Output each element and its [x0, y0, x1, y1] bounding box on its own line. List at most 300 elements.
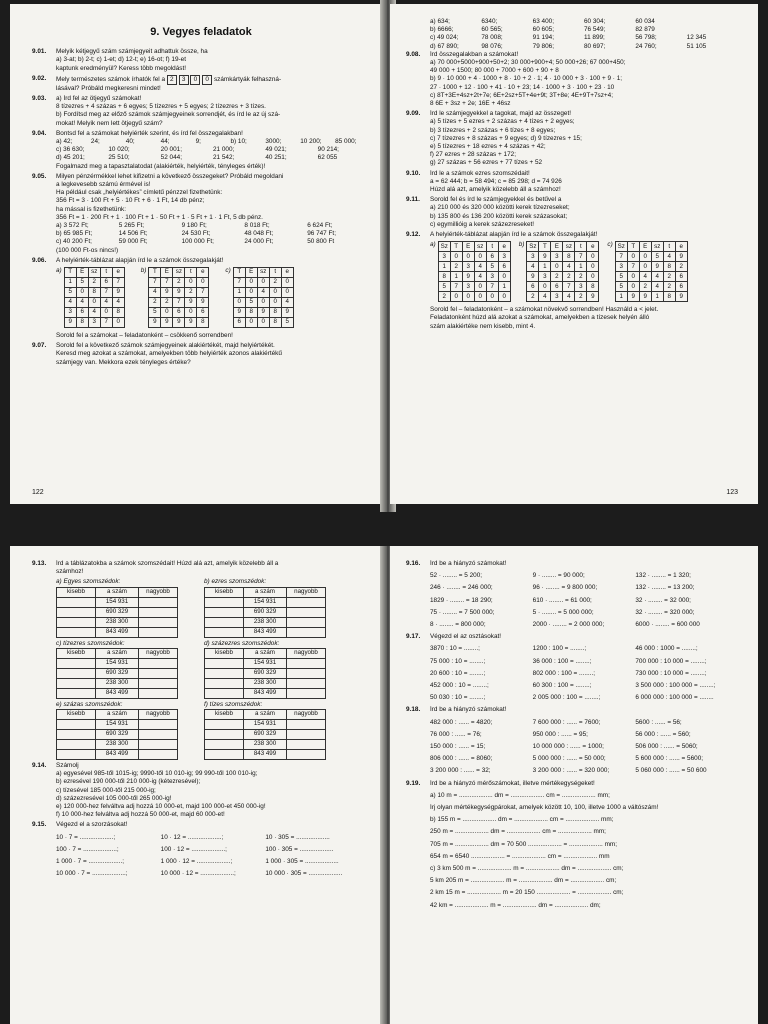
fill-row — [430, 670, 738, 678]
grid-row — [149, 318, 209, 328]
number-row — [56, 146, 370, 154]
fill-row — [430, 584, 738, 592]
cell-smaller — [57, 688, 96, 698]
exercise-text: 8 tízezres + 4 százas + 6 egyes; 5 tízezres + 5 egyes; 2 tízezres + 3 tízes. — [56, 103, 266, 111]
value: 90 214; — [317, 146, 339, 154]
grid-cell: 7 — [173, 298, 185, 308]
exercise-text: A helyiérték-táblázat alapján írd le a számok összegalakját! — [430, 231, 598, 239]
value: 62 055 — [317, 154, 338, 162]
fill-item: 7 600 000 : ...... = 7600; — [532, 718, 601, 726]
neighbour-table — [56, 648, 178, 699]
grid-row — [64, 288, 124, 298]
grid-row — [615, 282, 687, 292]
fill-item: 950 000 : ...... = 95; — [532, 730, 588, 738]
value: 24 000 Ft; — [244, 238, 274, 246]
grid-table — [64, 267, 125, 328]
fill-item: 5 000 000 : ...... = 50 000; — [532, 755, 606, 763]
table-header: kisebb — [205, 710, 244, 720]
grid-row — [233, 308, 293, 318]
grid-cell: 0 — [627, 252, 639, 262]
number-row — [406, 26, 738, 34]
grid-header: sz — [651, 242, 663, 252]
exercise-9-19 — [406, 780, 738, 910]
grid-cell: 1 — [233, 288, 245, 298]
exercise-text: c) tízesével 185 000-től 215 000-ig; — [56, 786, 156, 794]
exercise-text: e) 120 000-hez felváltva adj hozzá 10 000-et, majd 100 000-et 450 000-ig! — [56, 803, 266, 811]
grid-label: c) — [225, 267, 231, 275]
grid-table — [148, 267, 209, 328]
number-row — [406, 34, 738, 42]
grid-header: sz — [88, 268, 100, 278]
cell-larger — [287, 617, 326, 627]
value: 100 000 Ft; — [181, 238, 214, 246]
value: 6340; — [481, 18, 498, 25]
value: b) 65 985 Ft; — [56, 230, 93, 238]
value: 96 747 Ft; — [307, 230, 336, 238]
number-card: 0 — [190, 75, 200, 85]
fill-row: a) 10 m = ................... dm = ................... cm = ................... mm; — [430, 791, 610, 799]
grid-cell: 9 — [627, 292, 639, 302]
value: 14 506 Ft; — [118, 230, 148, 238]
fill-item: 20 600 : 10 = ........; — [430, 669, 486, 677]
grid-row — [527, 292, 599, 302]
fill-item: 76 000 : ...... = 76; — [430, 730, 482, 738]
value: 9 180 Ft; — [181, 222, 207, 230]
grid-cell: 6 — [486, 252, 498, 262]
grid-cell: 4 — [663, 252, 675, 262]
table-header: nagyobb — [139, 648, 178, 658]
fill-item: 10 000 · 7 = ...................; — [56, 870, 128, 878]
cell-smaller — [205, 720, 244, 730]
grid-cell: 0 — [76, 288, 88, 298]
value: 10 200; — [300, 138, 322, 146]
grid-cell: 0 — [257, 298, 269, 308]
grid-cell: 0 — [587, 272, 599, 282]
grid-row — [233, 318, 293, 328]
value: 9; — [195, 138, 201, 146]
grid-row — [438, 292, 510, 302]
exercise-text: a = 62 444; b = 58 494; c = 85 298; d = 74 926 — [430, 177, 562, 185]
number-row — [56, 222, 370, 230]
grid-cell: 8 — [587, 282, 599, 292]
grid-header: E — [76, 268, 88, 278]
grid-cell: 4 — [651, 282, 663, 292]
grid-label: b) — [140, 267, 147, 275]
exercise-text: a) 70 000+5000+900+50+2; 30 000+900+4; 50 000+26; 67 000+450; — [430, 59, 626, 67]
page-124 — [10, 546, 386, 1024]
cell-number: 154 931 — [244, 720, 287, 730]
grid-cell: 4 — [563, 292, 575, 302]
value — [687, 26, 738, 34]
cell-smaller — [205, 658, 244, 668]
grid-row — [64, 318, 124, 328]
grid-header: sz — [474, 242, 486, 252]
exercise-text: Írd összegalakban a számokat! — [430, 50, 519, 58]
exercise-text: Sorold fel – feladatonként – a számokat növekvő sorrendben! Használd a < jelet. — [430, 306, 659, 314]
grid-row — [438, 272, 510, 282]
page-123 — [390, 4, 758, 504]
grid-table — [438, 241, 511, 302]
grid-cell: 7 — [233, 278, 245, 288]
table-caption: b) ezres szomszédok: — [204, 578, 267, 586]
grid-cell: 0 — [185, 278, 197, 288]
value: c) 49 024; — [430, 34, 459, 42]
exercise-text: Végezd el az osztásokat! — [430, 633, 502, 641]
grid-cell: 2 — [563, 272, 575, 282]
grid-header: T — [64, 268, 76, 278]
place-value-grid — [56, 267, 125, 328]
table-header: a szám — [244, 710, 287, 720]
exercise-text: Írd be a hiányzó számokat! — [430, 706, 507, 714]
grid-header: e — [587, 242, 599, 252]
grid-cell: 5 — [615, 282, 627, 292]
grid-cell: 7 — [197, 288, 209, 298]
exercise-9-17 — [406, 633, 738, 702]
fill-item: 132 · ........ = 1 320; — [635, 572, 691, 580]
grid-cell: 2 — [173, 278, 185, 288]
fill-item: 100 · 12 = ...................; — [160, 845, 227, 853]
fill-row: 5 km 205 m = ................... m = ................... dm = ................... cm; — [430, 877, 617, 885]
table-header: a szám — [96, 648, 139, 658]
exercise-9-08 — [406, 51, 738, 108]
cell-smaller — [57, 617, 96, 627]
exercise-9-13 — [32, 560, 370, 760]
grid-cell: 4 — [100, 298, 112, 308]
grid-header: T — [627, 242, 639, 252]
fill-item: 100 · 7 = ...................; — [56, 845, 119, 853]
cell-smaller — [205, 597, 244, 607]
fill-item: 60 300 : 100 = ........; — [532, 682, 592, 690]
grid-row — [438, 282, 510, 292]
cell-smaller — [205, 740, 244, 750]
grid-cell: 0 — [462, 292, 474, 302]
grid-cell: 9 — [233, 308, 245, 318]
fill-item: 10 000 · 305 = ................... — [265, 870, 343, 878]
grid-cell: 6 — [551, 282, 563, 292]
table-row — [57, 720, 178, 730]
grid-cell: 0 — [245, 278, 257, 288]
grid-row — [64, 308, 124, 318]
table-row — [57, 678, 178, 688]
grid-row — [64, 278, 124, 288]
multiplication-rows — [56, 834, 370, 879]
grid-cell: 0 — [587, 252, 599, 262]
cell-number: 154 931 — [96, 720, 139, 730]
cell-number: 843 499 — [244, 750, 287, 760]
cell-number: 843 499 — [244, 688, 287, 698]
value: b) 10; — [230, 138, 247, 146]
fill-row: b) 155 m = ................... dm = ................... cm = ................... mm; — [430, 816, 614, 824]
fill-row — [56, 846, 370, 854]
exercise-text: c) 8T+3E+4sz+2t+7e; 6E+2sz+5T+4e+9t; 3T+8e; 4E+9T+7sz+4; — [430, 91, 613, 99]
grid-row — [438, 262, 510, 272]
grid-cell: 0 — [112, 318, 124, 328]
grid-cell: 3 — [615, 262, 627, 272]
grid-cell: 7 — [100, 288, 112, 298]
grid-cell: 2 — [438, 292, 450, 302]
grid-cell: 2 — [450, 262, 462, 272]
grid-cell: 4 — [474, 262, 486, 272]
fill-item: 700 000 : 10 000 = ........; — [635, 657, 707, 665]
grid-cell: 7 — [615, 252, 627, 262]
value: 11 899; — [583, 34, 605, 42]
grid-cell: 7 — [486, 282, 498, 292]
value: 3000; — [265, 138, 282, 146]
fill-item: 46 000 : 1000 = ........; — [635, 645, 698, 653]
exercise-9-02 — [32, 75, 370, 93]
exercise-number: 9.13. — [32, 560, 47, 567]
table-row — [205, 688, 326, 698]
number-row — [406, 18, 738, 26]
grid-header: e — [112, 268, 124, 278]
exercise-text: f) 27 ezres + 28 százas + 172; — [430, 151, 516, 159]
grid-cell: 9 — [587, 292, 599, 302]
exercise-9-03 — [32, 95, 370, 128]
grid-cell: 7 — [100, 318, 112, 328]
value: 85 000; — [335, 138, 357, 146]
value: 82 879 — [635, 26, 655, 34]
grid-cell: 0 — [257, 318, 269, 328]
value: 24 530 Ft; — [181, 230, 211, 238]
grid-cell: 4 — [88, 308, 100, 318]
exercise-number: 9.04. — [32, 129, 47, 137]
grid-cell: 3 — [462, 282, 474, 292]
grid-cell: 2 — [269, 278, 281, 288]
exercise-9-14 — [32, 762, 370, 819]
grid-header: Sz — [527, 242, 539, 252]
grid-cell: 3 — [64, 308, 76, 318]
grid-cell: 0 — [474, 252, 486, 262]
grid-cell: 4 — [149, 288, 161, 298]
grid-header: T — [149, 268, 161, 278]
fill-in-rows — [430, 572, 738, 629]
exercise-text: kaptunk eredményül? Keress több megoldást! — [56, 64, 187, 72]
value: 21 542; — [212, 154, 235, 162]
fill-item: 1 000 · 7 = ...................; — [56, 858, 125, 866]
exercise-text: számhoz! — [56, 568, 84, 576]
exercise-text: 356 Ft = 3 · 100 Ft + 5 · 10 Ft + 6 · 1 Ft, 14 db pénz; — [56, 197, 205, 205]
grid-cell: 3 — [527, 252, 539, 262]
grid-table — [526, 241, 599, 302]
fill-item: 32 · ........ = 320 000; — [635, 608, 695, 616]
exercise-9-11 — [406, 196, 738, 229]
cell-number: 843 499 — [96, 627, 139, 637]
cell-number: 154 931 — [244, 597, 287, 607]
exercise-text: b) ezresével 190 000-től 210 000-ig (kétezresével); — [56, 778, 201, 786]
value: 60 304; — [583, 18, 606, 25]
grid-cell: 3 — [551, 252, 563, 262]
grid-cell: 3 — [551, 292, 563, 302]
grid-header: E — [551, 242, 563, 252]
cell-smaller — [57, 658, 96, 668]
fill-item: 1200 : 100 = ........; — [532, 645, 587, 653]
grid-cell: 1 — [450, 272, 462, 282]
grid-cell: 0 — [498, 292, 510, 302]
exercise-text: 356 Ft = 1 · 200 Ft + 1 · 100 Ft + 1 · 50 Ft + 1 · 5 Ft + 1 · 1 Ft, 5 db pénz. — [56, 213, 263, 221]
exercise-text: Ha például csak „helyiértékes” címletű pénzzel fizethetünk: — [56, 189, 223, 197]
fill-row — [430, 621, 738, 629]
cell-smaller — [57, 720, 96, 730]
grid-header: t — [100, 268, 112, 278]
table-caption: f) tízes szomszédok: — [204, 700, 263, 708]
grid-header: E — [245, 268, 257, 278]
grid-cell: 0 — [88, 298, 100, 308]
chapter-title: 9. Vegyes feladatok — [150, 26, 252, 38]
number-card: 3 — [179, 75, 189, 85]
cell-number: 690 329 — [244, 607, 287, 617]
table-row — [205, 668, 326, 678]
grid-cell: 1 — [651, 292, 663, 302]
grid-table — [233, 267, 294, 328]
fill-item: 482 000 : ...... = 4820; — [430, 718, 493, 726]
grid-row — [149, 288, 209, 298]
cell-number: 690 329 — [96, 607, 139, 617]
value: a) 3 572 Ft; — [56, 222, 89, 230]
table-row — [57, 750, 178, 760]
cell-larger — [139, 730, 178, 740]
grid-cell: 5 — [281, 318, 293, 328]
table-row — [57, 617, 178, 627]
grid-row — [615, 262, 687, 272]
value: 59 000 Ft; — [118, 238, 148, 246]
cell-smaller — [57, 740, 96, 750]
value: 12 345 — [686, 34, 707, 42]
grid-cell: 0 — [281, 288, 293, 298]
grid-cell: 0 — [245, 318, 257, 328]
fill-item: 56 000 : ...... = 560; — [635, 730, 691, 738]
value: 56 798; — [635, 34, 657, 42]
fill-item: 246 · ........ = 246 000; — [430, 584, 493, 592]
fill-row — [430, 755, 738, 763]
value: c) 36 630; — [56, 146, 85, 154]
fill-item: 75 000 : 10 = ........; — [430, 657, 486, 665]
grid-cell: 0 — [245, 288, 257, 298]
fill-item: 452 000 : 10 = ........; — [430, 682, 489, 690]
grid-cell: 8 — [438, 272, 450, 282]
fill-item: 10 · 12 = ...................; — [160, 833, 224, 841]
grid-row — [149, 298, 209, 308]
place-value-grid — [607, 241, 687, 302]
grid-header: e — [197, 268, 209, 278]
fill-item: 1 000 · 12 = ...................; — [160, 858, 233, 866]
grid-cell: 0 — [197, 278, 209, 288]
table-header: kisebb — [57, 710, 96, 720]
cell-larger — [139, 750, 178, 760]
fill-row — [56, 858, 370, 866]
exercise-text: lásával? Próbáld megkeresni mindet! — [56, 84, 161, 92]
table-row — [205, 597, 326, 607]
neighbour-block — [56, 701, 178, 760]
grid-cell: 9 — [185, 318, 197, 328]
grid-cell: 6 — [527, 282, 539, 292]
grid-cell: 0 — [474, 292, 486, 302]
fill-item: 96 · ........ = 9 800 000; — [532, 584, 598, 592]
value: 21 000; — [212, 146, 235, 154]
fill-item: 32 · ........ = 32 000; — [635, 596, 691, 604]
exercise-text: Bontsd fel a számokat helyiérték szerint, és írd fel összegalakban! — [56, 129, 243, 137]
value: 63 400; — [532, 18, 554, 25]
grid-cell: 2 — [527, 292, 539, 302]
grid-cell: 7 — [149, 278, 161, 288]
grid-cell: 2 — [149, 298, 161, 308]
exercise-number: 9.16. — [406, 560, 421, 567]
grid-row — [149, 278, 209, 288]
exercise-text: a) Írd fel az ötjegyű számokat! — [56, 95, 142, 103]
page-number: 122 — [32, 489, 44, 496]
exercise-9-10 — [406, 170, 738, 195]
exercise-number: 9.01. — [32, 48, 47, 56]
fill-item: 506 000 : ...... = 5060; — [635, 743, 698, 751]
fill-row: 2 km 15 m = ................... m = 20 150 ................... = ................... cm; — [430, 889, 624, 897]
table-row — [57, 668, 178, 678]
fill-item: 610 · ........ = 61 000; — [532, 596, 592, 604]
grid-cell: 3 — [462, 262, 474, 272]
fill-item: 150 000 : ...... = 15; — [430, 743, 486, 751]
place-value-grid — [430, 241, 511, 302]
grid-cell: 3 — [438, 252, 450, 262]
grid-cell: 7 — [627, 262, 639, 272]
exercise-text: 27 · 1000 + 12 · 100 + 41 · 10 + 23; 14 · 1000 + 3 · 100 + 23 · 10 — [430, 83, 615, 91]
grid-cell: 9 — [173, 288, 185, 298]
grid-cell: 6 — [233, 318, 245, 328]
fill-item: 802 000 : 100 = ........; — [532, 669, 596, 677]
value: 44; — [160, 138, 170, 146]
exercise-text: Sorold fel a számokat – feladatonként – csökkenő sorrendben! — [56, 332, 233, 340]
cell-number: 238 300 — [96, 678, 139, 688]
table-header: kisebb — [57, 587, 96, 597]
grid-header: T — [233, 268, 245, 278]
cell-larger — [287, 688, 326, 698]
table-row — [57, 658, 178, 668]
exercise-text: d) százezresével 105 000-től 265 000-ig! — [56, 794, 172, 802]
grid-row — [527, 252, 599, 262]
grid-cell: 0 — [474, 282, 486, 292]
exercise-text: Írd be a hiányzó mérőszámokat, illetve mértékegységeket! — [430, 779, 595, 787]
value: 60 565; — [481, 26, 503, 34]
fill-row — [430, 609, 738, 617]
value: 20 001; — [160, 146, 182, 154]
exercise-9-07 — [32, 342, 370, 367]
fill-item: 52 · ........ = 5 200; — [430, 572, 483, 580]
grid-cell: 5 — [245, 298, 257, 308]
cell-number: 238 300 — [96, 740, 139, 750]
grid-row — [438, 252, 510, 262]
fill-row — [430, 731, 738, 739]
exercise-number: 9.14. — [32, 762, 47, 770]
fill-item: 3 500 000 : 100 000 = ........; — [635, 682, 716, 690]
cell-number: 238 300 — [96, 617, 139, 627]
cell-number: 154 931 — [96, 658, 139, 668]
fill-item: 2 005 000 : 100 = ........; — [532, 694, 601, 702]
exercise-text: b) 9 · 10 000 + 4 · 1000 + 8 · 10 + 2 · 1; 4 · 10 000 + 3 · 100 + 9 · 1; — [430, 75, 623, 83]
table-caption: a) Egyes szomszédok: — [56, 578, 121, 586]
fill-in-rows — [430, 719, 738, 776]
grid-row — [233, 298, 293, 308]
grid-cell: 4 — [76, 298, 88, 308]
value: 40 251; — [265, 154, 287, 162]
cell-larger — [287, 720, 326, 730]
neighbour-tables — [56, 578, 370, 760]
exercise-text: Húzd alá azt, amelyik közelebb áll a számhoz! — [430, 186, 561, 194]
grid-row — [527, 262, 599, 272]
exercise-text: Sorold fel a következő számok számjegyeinek alakiértékét, majd helyiértékét. — [56, 342, 275, 350]
exercise-text: Végezd el a szorzásokat! — [56, 821, 128, 829]
cell-number: 690 329 — [244, 668, 287, 678]
value: a) 634; — [430, 18, 450, 25]
neighbour-table-pair — [56, 578, 370, 637]
exercise-text: számkártyák felhaszná- — [213, 75, 282, 83]
value: 98 076; — [481, 42, 503, 50]
